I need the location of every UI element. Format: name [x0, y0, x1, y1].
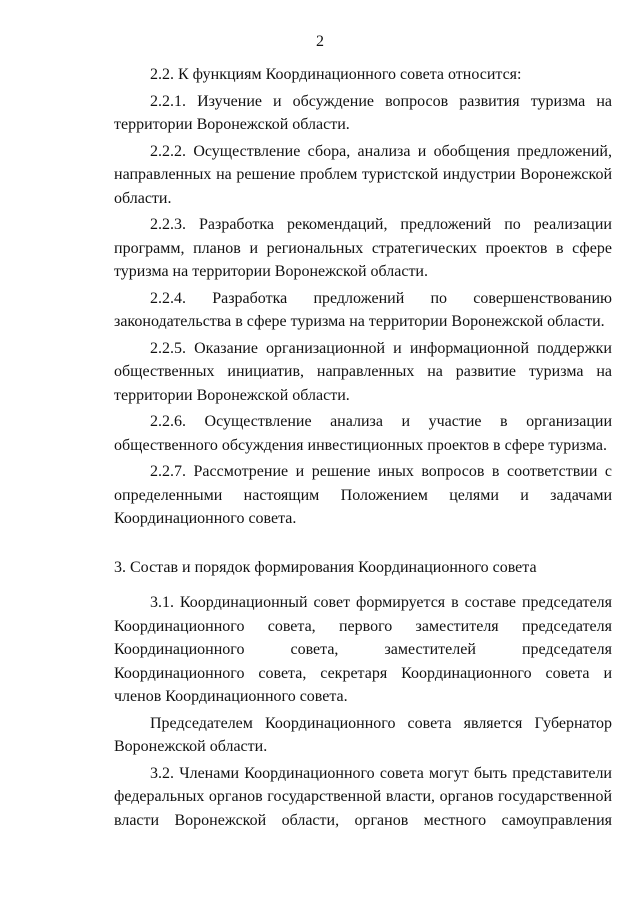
paragraph-chairman: Председателем Координационного совета является Губернатор Воронежской области.	[114, 714, 612, 755]
paragraph-2-2-1: 2.2.1. Изучение и обсуждение вопросов развития туризма на территории Воронежской области.	[114, 92, 612, 133]
paragraph-2-2: 2.2. К функциям Координационного совета относится:	[150, 66, 522, 83]
paragraph-2-2-5: 2.2.5. Оказание организационной и информационной поддержки общественных инициатив, направленных на развитие туризма на территории Воронежской области.	[114, 339, 612, 404]
page-number: 2	[316, 33, 324, 50]
paragraph-3-2: 3.2. Членами Координационного совета могут быть представители федеральных органов государственной власти, органов государственной власти Воронежской области, органов местного самоуправления	[114, 764, 612, 829]
section-heading: 3. Состав и порядок формирования Координационного совета	[114, 558, 537, 576]
paragraph-2-2-7: 2.2.7. Рассмотрение и решение иных вопросов в соответствии с определенными настоящим Положением целями и задачами Координационного совета.	[114, 463, 612, 527]
document-body	[114, 63, 612, 832]
paragraph-2-2-6: 2.2.6. Осуществление анализа и участие в организации общественного обсуждения инвестиционных проектов в сфере туризма.	[114, 413, 612, 454]
paragraph-2-2-2: 2.2.2. Осуществление сбора, анализа и обобщения предложений, направленных на решение проблем туристской индустрии Воронежской области.	[114, 142, 612, 207]
paragraph-3-1: 3.1. Координационный совет формируется в составе председателя Координационного совета, первого заместителя председателя Координационного совета, заместителей председателя Координационного совета, секретаря Координационного совета и членов Координационного совета.	[114, 594, 612, 705]
paragraph-2-2-3: 2.2.3. Разработка рекомендаций, предложений по реализации программ, планов и региональных стратегических проектов в сфере туризма на территории Воронежской области.	[114, 216, 612, 280]
paragraph-2-2-4: 2.2.4. Разработка предложений по совершенствованию законодательства в сфере туризма на территории Воронежской области.	[114, 289, 612, 330]
